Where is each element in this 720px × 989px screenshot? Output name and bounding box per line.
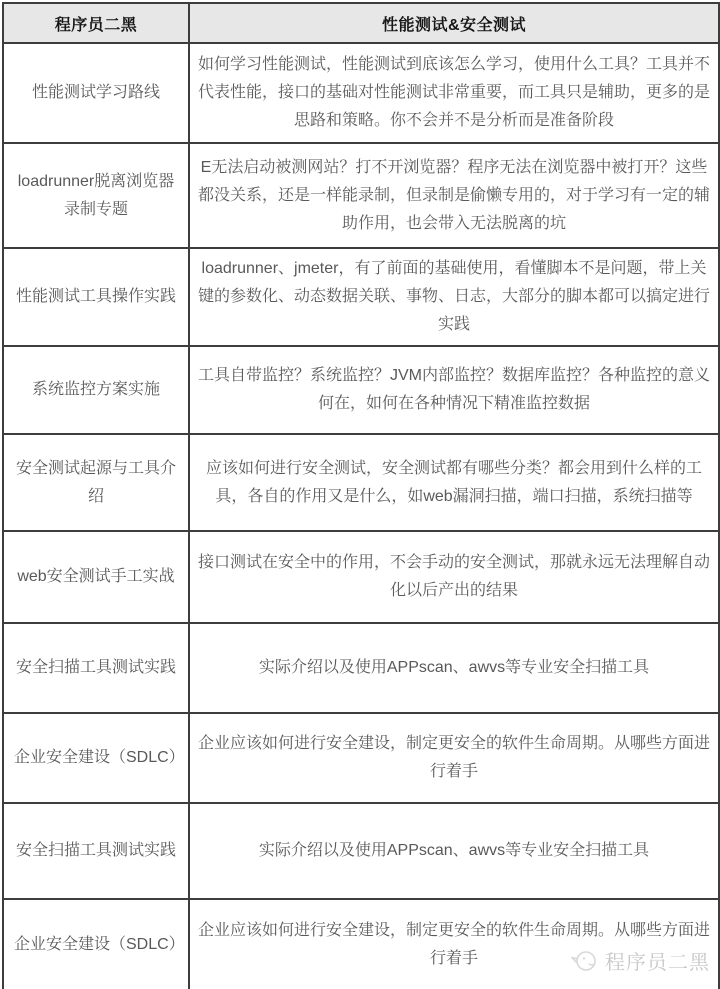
description-cell: 企业应该如何进行安全建设，制定更安全的软件生命周期。从哪些方面进行着手 (189, 899, 719, 989)
table-row (3, 899, 719, 989)
table-header (3, 3, 719, 43)
table-body (3, 43, 719, 989)
topic-cell: 性能测试工具操作实践 (3, 248, 189, 346)
table-row (3, 143, 719, 248)
table-row (3, 248, 719, 346)
description-cell: 如何学习性能测试，性能测试到底该怎么学习，使用什么工具？工具并不代表性能，接口的基础对性能测试非常重要，而工具只是辅助，更多的是思路和策略。你不会并不是分析而是准备阶段 (189, 43, 719, 143)
header-row (3, 3, 719, 43)
description-cell: loadrunner、jmeter，有了前面的基础使用，看懂脚本不是问题，带上关键的参数化、动态数据关联、事物、日志，大部分的脚本都可以搞定进行实践 (189, 248, 719, 346)
course-outline-table (2, 2, 720, 989)
topic-cell: 系统监控方案实施 (3, 346, 189, 434)
description-cell: 接口测试在安全中的作用，不会手动的安全测试，那就永远无法理解自动化以后产出的结果 (189, 531, 719, 623)
table-row (3, 623, 719, 713)
topic-cell: 安全扫描工具测试实践 (3, 623, 189, 713)
topic-cell: 性能测试学习路线 (3, 43, 189, 143)
watermark-text: 程序员二黑 (605, 952, 710, 974)
description-cell: 实际介绍以及使用APPscan、awvs等专业安全扫描工具 (189, 803, 719, 899)
topic-cell: 安全扫描工具测试实践 (3, 803, 189, 899)
table-row (3, 803, 719, 899)
header-cell-author: 程序员二黑 (3, 3, 189, 43)
topic-cell: loadrunner脱离浏览器录制专题 (3, 143, 189, 248)
description-cell: 企业应该如何进行安全建设，制定更安全的软件生命周期。从哪些方面进行着手 (189, 713, 719, 803)
topic-cell: 企业安全建设（SDLC） (3, 899, 189, 989)
description-cell: 实际介绍以及使用APPscan、awvs等专业安全扫描工具 (189, 623, 719, 713)
description-cell: E无法启动被测网站？打不开浏览器？程序无法在浏览器中被打开？这些都没关系，还是一样能录制，但录制是偷懒专用的，对于学习有一定的辅助作用，也会带入无法脱离的坑 (189, 143, 719, 248)
table-row (3, 346, 719, 434)
description-cell: 工具自带监控？系统监控？JVM内部监控？数据库监控？各种监控的意义何在，如何在各种情况下精准监控数据 (189, 346, 719, 434)
header-cell-course-title: 性能测试&安全测试 (189, 3, 719, 43)
topic-cell: 企业安全建设（SDLC） (3, 713, 189, 803)
description-cell: 应该如何进行安全测试，安全测试都有哪些分类？都会用到什么样的工具，各自的作用又是什么，如web漏洞扫描，端口扫描，系统扫描等 (189, 434, 719, 531)
table-row (3, 713, 719, 803)
topic-cell: 安全测试起源与工具介绍 (3, 434, 189, 531)
topic-cell: web安全测试手工实战 (3, 531, 189, 623)
table-row (3, 43, 719, 143)
table-row (3, 434, 719, 531)
table-row (3, 531, 719, 623)
